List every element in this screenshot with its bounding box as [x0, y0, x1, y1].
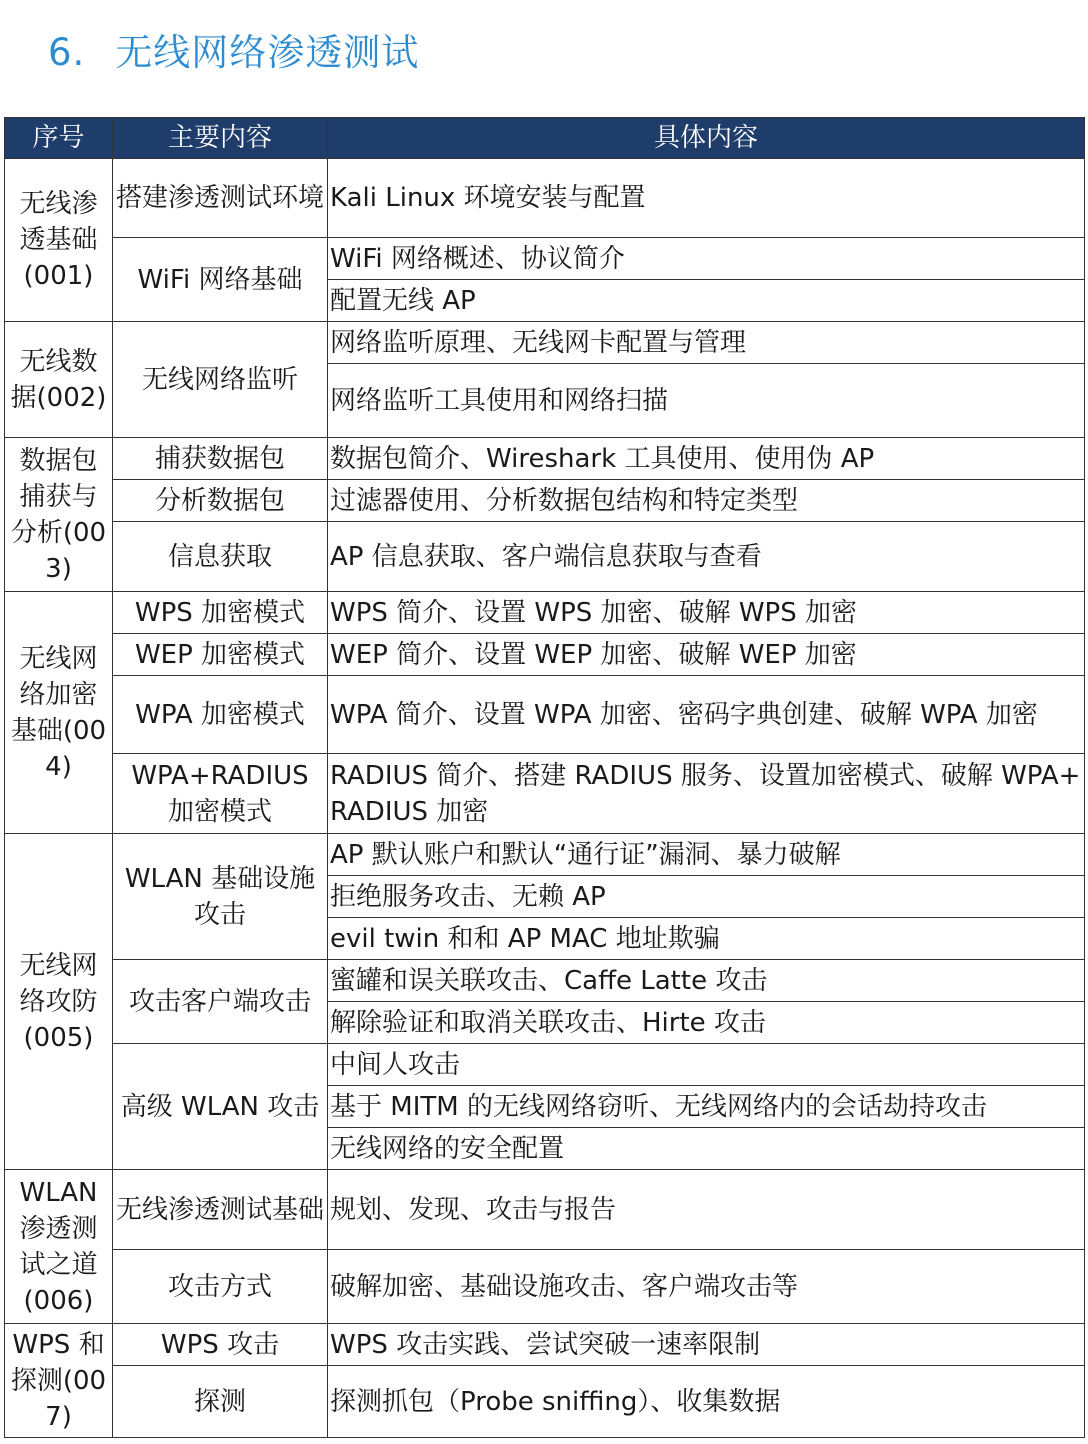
module-cell: 无线渗透基础(001): [5, 159, 113, 322]
table-row: [5, 676, 1085, 754]
topic-cell: 分析数据包: [113, 480, 328, 522]
topic-cell: 捕获数据包: [113, 438, 328, 480]
detail-cell: 网络监听工具使用和网络扫描: [328, 364, 1085, 438]
table-row: [5, 438, 1085, 480]
detail-cell: RADIUS 简介、搭建 RADIUS 服务、设置加密模式、破解 WPA+RADIUS 加密: [328, 754, 1085, 834]
module-cell: 无线网络攻防(005): [5, 834, 113, 1170]
table-row: [5, 634, 1085, 676]
detail-cell: 网络监听原理、无线网卡配置与管理: [328, 322, 1085, 364]
detail-cell: WPS 简介、设置 WPS 加密、破解 WPS 加密: [328, 592, 1085, 634]
table-row: [5, 238, 1085, 280]
table-row: [5, 592, 1085, 634]
detail-cell: 过滤器使用、分析数据包结构和特定类型: [328, 480, 1085, 522]
detail-cell: WPS 攻击实践、尝试突破一速率限制: [328, 1324, 1085, 1366]
detail-cell: 配置无线 AP: [328, 280, 1085, 322]
topic-cell: WPA+RADIUS 加密模式: [113, 754, 328, 834]
detail-cell: 基于 MITM 的无线网络窃听、无线网络内的会话劫持攻击: [328, 1086, 1085, 1128]
detail-cell: 规划、发现、攻击与报告: [328, 1170, 1085, 1250]
table-row: [5, 754, 1085, 834]
table-row: [5, 522, 1085, 592]
detail-cell: WEP 简介、设置 WEP 加密、破解 WEP 加密: [328, 634, 1085, 676]
topic-cell: 搭建渗透测试环境: [113, 159, 328, 238]
table-row: [5, 1250, 1085, 1324]
section-number: 6.: [48, 31, 86, 74]
topic-cell: 攻击方式: [113, 1250, 328, 1324]
module-cell: 无线数据(002): [5, 322, 113, 438]
table-row: [5, 960, 1085, 1002]
topic-cell: WLAN 基础设施攻击: [113, 834, 328, 960]
detail-cell: 拒绝服务攻击、无赖 AP: [328, 876, 1085, 918]
table-row: [5, 159, 1085, 238]
header-details: 具体内容: [328, 118, 1085, 159]
header-topic: 主要内容: [113, 118, 328, 159]
table-row: [5, 1324, 1085, 1366]
detail-cell: AP 信息获取、客户端信息获取与查看: [328, 522, 1085, 592]
table-row: [5, 1366, 1085, 1438]
topic-cell: 探测: [113, 1366, 328, 1438]
detail-cell: WiFi 网络概述、协议简介: [328, 238, 1085, 280]
detail-cell: 破解加密、基础设施攻击、客户端攻击等: [328, 1250, 1085, 1324]
topic-cell: 无线网络监听: [113, 322, 328, 438]
table-row: [5, 322, 1085, 364]
section-title: 无线网络渗透测试: [115, 31, 420, 74]
module-cell: WPS 和探测(007): [5, 1324, 113, 1438]
topic-cell: WEP 加密模式: [113, 634, 328, 676]
detail-cell: AP 默认账户和默认“通行证”漏洞、暴力破解: [328, 834, 1085, 876]
detail-cell: 数据包简介、Wireshark 工具使用、使用伪 AP: [328, 438, 1085, 480]
header-number: 序号: [5, 118, 113, 159]
detail-cell: evil twin 和和 AP MAC 地址欺骗: [328, 918, 1085, 960]
detail-cell: WPA 简介、设置 WPA 加密、密码字典创建、破解 WPA 加密: [328, 676, 1085, 754]
topic-cell: 攻击客户端攻击: [113, 960, 328, 1044]
detail-cell: 中间人攻击: [328, 1044, 1085, 1086]
table-row: [5, 834, 1085, 876]
topic-cell: WPS 加密模式: [113, 592, 328, 634]
topic-cell: 无线渗透测试基础: [113, 1170, 328, 1250]
topic-cell: WiFi 网络基础: [113, 238, 328, 322]
detail-cell: 解除验证和取消关联攻击、Hirte 攻击: [328, 1002, 1085, 1044]
table-row: [5, 1170, 1085, 1250]
topic-cell: 信息获取: [113, 522, 328, 592]
module-cell: 无线网络加密基础(004): [5, 592, 113, 834]
topic-cell: WPA 加密模式: [113, 676, 328, 754]
detail-cell: 蜜罐和误关联攻击、Caffe Latte 攻击: [328, 960, 1085, 1002]
topic-cell: WPS 攻击: [113, 1324, 328, 1366]
section-heading: [48, 22, 419, 76]
table-row: [5, 480, 1085, 522]
syllabus-table: [4, 117, 1085, 1438]
detail-cell: 探测抓包（Probe sniffing）、收集数据: [328, 1366, 1085, 1438]
detail-cell: Kali Linux 环境安装与配置: [328, 159, 1085, 238]
topic-cell: 高级 WLAN 攻击: [113, 1044, 328, 1170]
table-row: [5, 1044, 1085, 1086]
module-cell: WLAN 渗透测试之道(006): [5, 1170, 113, 1324]
table-header-row: [5, 118, 1085, 159]
detail-cell: 无线网络的安全配置: [328, 1128, 1085, 1170]
module-cell: 数据包捕获与分析(003): [5, 438, 113, 592]
